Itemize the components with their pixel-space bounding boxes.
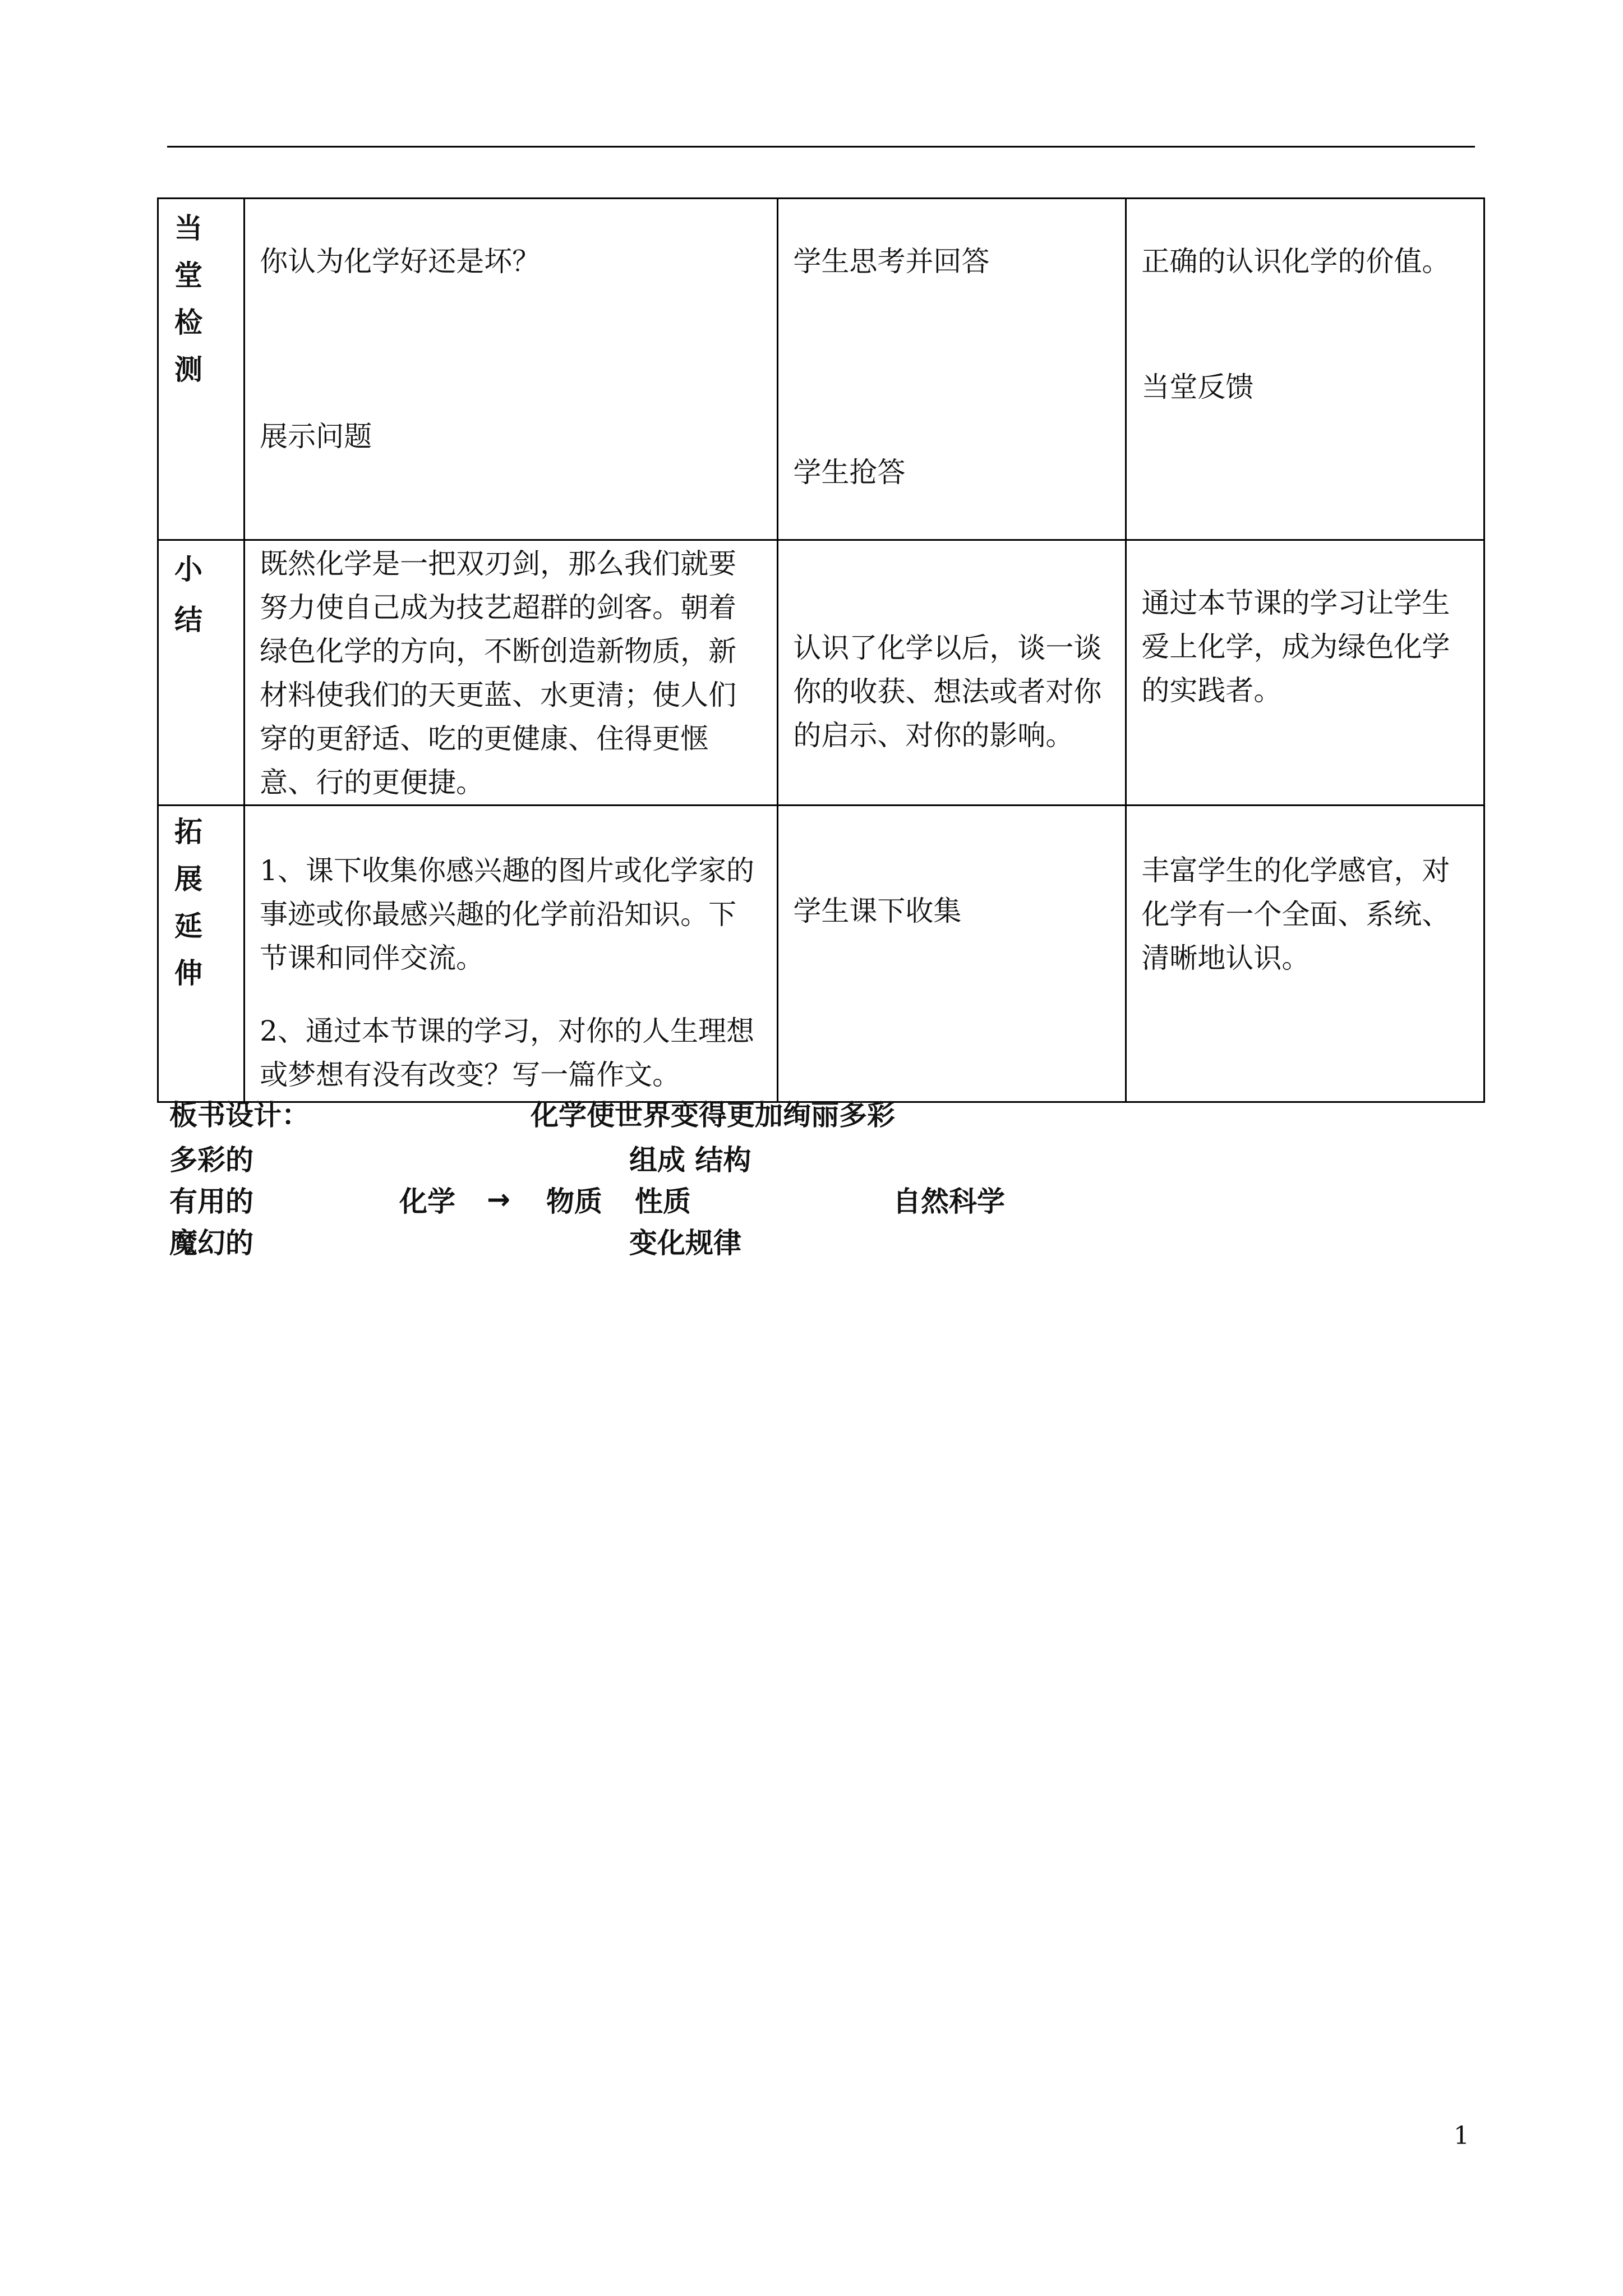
table-row-extension [158,806,1484,1102]
content-cell [245,806,778,1102]
row-label-char: 拓 [174,815,202,848]
student-cell [778,540,1126,806]
row-label-cell [158,806,245,1102]
row-label-char: 伸 [174,956,202,990]
row-label-char: 小 [174,553,202,586]
row-label-char: 测 [174,353,202,386]
row-label-char: 展 [174,862,202,895]
board-subject: 化学 [399,1185,455,1218]
intent-cell [1126,199,1484,540]
lesson-plan-table [157,197,1485,1103]
intent-text: 正确的认识化学的价值。 [1141,245,1450,278]
intent-text: 丰富学生的化学感官，对化学有一个全面、系统、清晰地认识。 [1141,854,1450,974]
row-label-char: 结 [174,603,202,636]
board-design-label: 板书设计： [169,1099,310,1131]
content-cell [245,199,778,540]
row-label-char: 当 [174,211,202,245]
content-cell [245,540,778,806]
intent-cell [1126,540,1484,806]
intent-cell [1126,806,1484,1102]
student-activity-text: 学生思考并回答 [793,245,990,278]
row-label-char: 延 [174,909,202,942]
summary-text: 既然化学是一把双刃剑，那么我们就要努力使自己成为技艺超群的剑客。朝着绿色化学的方向，不断创造新物质，新材料使我们的天更蓝、水更清；使人们穿的更舒适、吃的更健康、住得更惬意、行的更便捷。 [260,547,737,799]
board-left-item: 魔幻的 [169,1227,253,1259]
board-science: 自然科学 [893,1185,1005,1218]
homework-item: 1、课下收集你感兴趣的图片或化学家的事迹或你最感兴趣的化学前沿知识。下节课和同伴交流。 [260,854,754,974]
student-activity-text: 认识了化学以后，谈一谈你的收获、想法或者对你的启示、对你的影响。 [793,632,1102,752]
header-rule [167,146,1475,148]
page-number: 1 [1454,2122,1469,2150]
row-label-cell [158,199,245,540]
board-matter: 物质 [546,1185,602,1218]
show-question-text: 展示问题 [260,420,372,453]
board-aspect: 组成 结构 [629,1144,751,1176]
student-activity-text: 学生抢答 [793,456,906,489]
board-left-item: 有用的 [169,1185,253,1218]
question-text: 你认为化学好还是坏？ [260,245,541,278]
student-activity-text: 学生课下收集 [793,895,962,927]
board-left-item: 多彩的 [169,1144,253,1176]
arrow-icon: → [487,1183,510,1216]
row-label-char: 堂 [174,259,202,292]
homework-item: 2、通过本节课的学习，对你的人生理想或梦想有没有改变？写一篇作文。 [260,1015,754,1091]
row-label-cell [158,540,245,806]
student-cell [778,806,1126,1102]
intent-text: 当堂反馈 [1141,371,1254,403]
student-cell [778,199,1126,540]
board-aspect: 性质 [635,1185,691,1218]
board-aspect: 变化规律 [629,1227,741,1259]
table-row-summary [158,540,1484,806]
table-row-classroom-check [158,199,1484,540]
intent-text: 通过本节课的学习让学生爱上化学，成为绿色化学的实践者。 [1141,587,1450,707]
board-title: 化学使世界变得更加绚丽多彩 [531,1099,895,1131]
row-label-char: 检 [174,306,202,339]
